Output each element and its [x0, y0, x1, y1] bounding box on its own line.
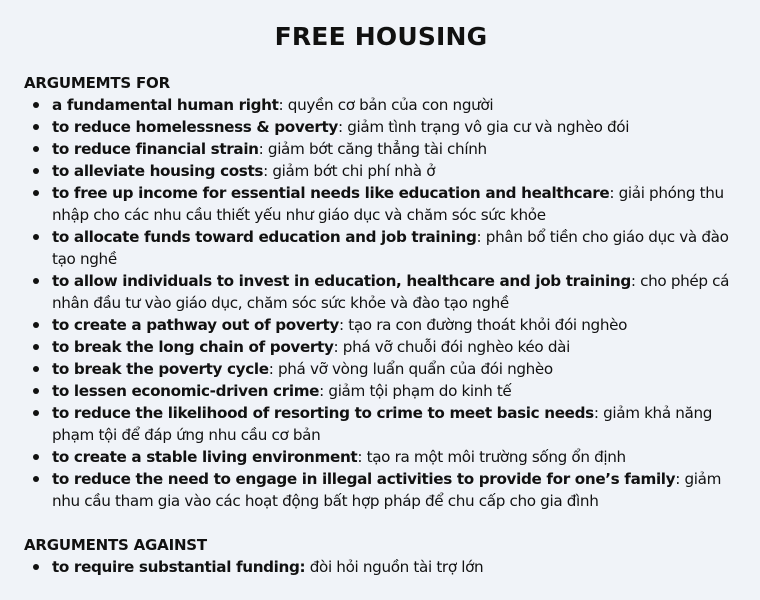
argument-term: to create a pathway out of poverty: [52, 316, 339, 334]
argument-translation: phân bổ tiền cho giáo dục và đào tạo nghề: [52, 228, 729, 268]
argument-translation: tạo ra một môi trường sống ổn định: [362, 448, 626, 466]
list-item: [24, 556, 738, 578]
page-title: FREE HOUSING: [274, 22, 488, 51]
argument-translation: giảm bớt căng thẳng tài chính: [263, 140, 487, 158]
list-item: [24, 116, 738, 138]
list-item: [24, 94, 738, 116]
argument-translation: giảm bớt chi phí nhà ở: [267, 162, 436, 180]
arguments-for-list: [24, 94, 738, 512]
arguments-against-list: [24, 556, 738, 578]
argument-translation: giải phóng thu nhập cho các nhu cầu thiết yếu như giáo dục và chăm sóc sức khỏe: [52, 184, 724, 224]
argument-separator: :: [278, 96, 284, 114]
argument-separator: :: [357, 448, 363, 466]
argument-translation: tạo ra con đường thoát khỏi đói nghèo: [343, 316, 628, 334]
argument-term: to allow individuals to invest in education, healthcare and job training: [52, 272, 631, 290]
argument-translation: đòi hỏi nguồn tài trợ lớn: [305, 558, 484, 576]
argument-separator: :: [333, 338, 339, 356]
argument-translation: phá vỡ vòng luẩn quẩn của đói nghèo: [273, 360, 553, 378]
argument-translation: cho phép cá nhân đầu tư vào giáo dục, chăm sóc sức khỏe và đào tạo nghề: [52, 272, 730, 312]
argument-term: to reduce the need to engage in illegal activities to provide for one’s family: [52, 470, 676, 488]
argument-term: to free up income for essential needs like education and healthcare: [52, 184, 610, 202]
argument-separator: :: [593, 404, 599, 422]
argument-term: to alleviate housing costs: [52, 162, 264, 180]
list-item: [24, 226, 738, 270]
argument-separator: :: [630, 272, 636, 290]
argument-term: to break the long chain of poverty: [52, 338, 334, 356]
argument-term: a fundamental human right: [52, 96, 279, 114]
argument-translation: giảm tình trạng vô gia cư và nghèo đói: [342, 118, 630, 136]
argument-term: to require substantial funding:: [52, 558, 306, 576]
list-item: [24, 446, 738, 468]
argument-separator: :: [609, 184, 615, 202]
argument-translation: giảm tội phạm do kinh tế: [323, 382, 512, 400]
list-item: [24, 468, 738, 512]
argument-separator: :: [338, 316, 344, 334]
list-item: [24, 160, 738, 182]
argument-translation: giảm nhu cầu tham gia vào các hoạt động bất hợp pháp để chu cấp cho gia đình: [52, 470, 722, 510]
argument-translation: phá vỡ chuỗi đói nghèo kéo dài: [338, 338, 570, 356]
list-item: [24, 358, 738, 380]
argument-term: to reduce financial strain: [52, 140, 259, 158]
list-item: [24, 402, 738, 446]
list-item: [24, 380, 738, 402]
argument-separator: :: [268, 360, 274, 378]
arguments-for-heading: ARGUMEMTS FOR: [24, 74, 170, 92]
argument-term: to reduce homelessness & poverty: [52, 118, 338, 136]
argument-term: to allocate funds toward education and job training: [52, 228, 477, 246]
list-item: [24, 182, 738, 226]
list-item: [24, 270, 738, 314]
argument-translation: quyền cơ bản của con người: [283, 96, 494, 114]
list-item: [24, 314, 738, 336]
list-item: [24, 138, 738, 160]
arguments-for-section: [24, 72, 738, 512]
argument-separator: :: [258, 140, 264, 158]
arguments-against-section: [24, 534, 738, 578]
argument-term: to reduce the likelihood of resorting to crime to meet basic needs: [52, 404, 594, 422]
argument-translation: giảm khả năng phạm tội để đáp ứng nhu cầu cơ bản: [52, 404, 713, 444]
argument-term: to lessen economic-driven crime: [52, 382, 320, 400]
argument-separator: :: [263, 162, 268, 180]
argument-term: to create a stable living environment: [52, 448, 358, 466]
argument-separator: :: [337, 118, 343, 136]
argument-separator: :: [476, 228, 482, 246]
argument-separator: :: [675, 470, 680, 488]
arguments-against-heading: ARGUMENTS AGAINST: [24, 536, 207, 554]
argument-separator: :: [319, 382, 324, 400]
argument-term: to break the poverty cycle: [52, 360, 269, 378]
list-item: [24, 336, 738, 358]
